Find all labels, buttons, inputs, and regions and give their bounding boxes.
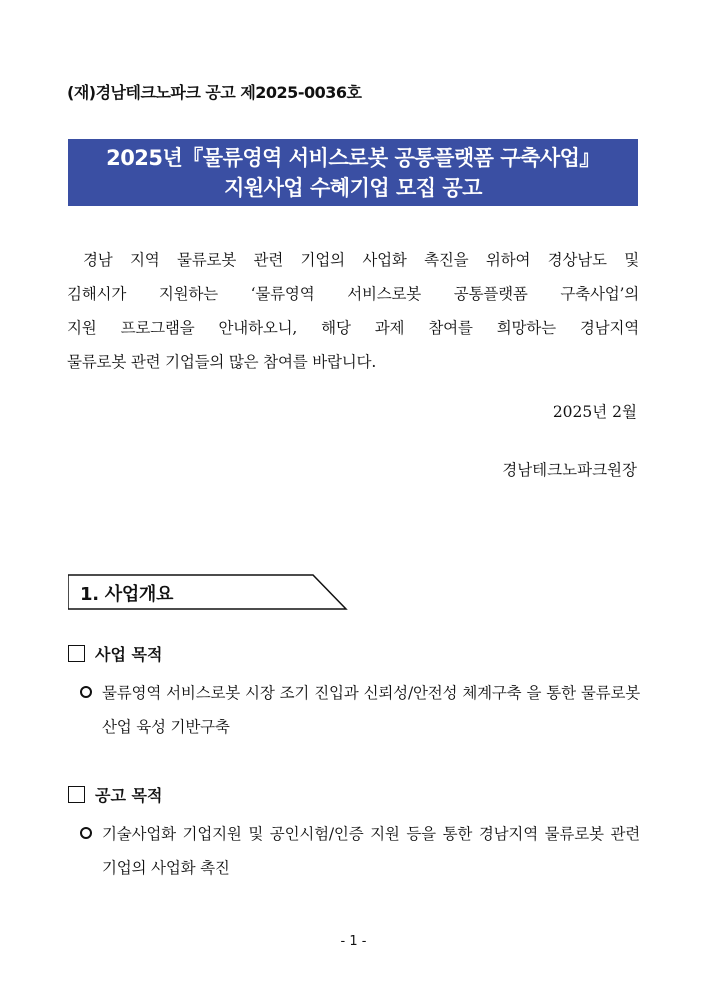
bullet-item — [80, 676, 640, 744]
issuer-name: 경남테크노파크원장 — [502, 461, 637, 479]
subheading-notice-purpose — [68, 783, 162, 806]
bullet-text: 기술사업화 기업지원 및 공인시험/인증 지원 등을 통한 경남지역 물류로봇 관련 기업의 사업화 촉진 — [102, 825, 640, 877]
intro-paragraph — [67, 243, 639, 379]
circle-bullet-icon — [80, 827, 92, 839]
section-1-title: 1. 사업개요 — [80, 584, 174, 605]
title-line-2: 지원사업 수혜기업 모집 공고 — [224, 175, 482, 200]
bullet-text: 물류영역 서비스로봇 시장 조기 진입과 신뢰성/안전성 체계구축 을 통한 물류로봇 산업 육성 기반구축 — [102, 684, 640, 736]
notice-number: (재)경남테크노파크 공고 제2025-0036호 — [67, 83, 362, 102]
bullet-item — [80, 817, 640, 885]
intro-line: 경남 지역 물류로봇 관련 기업의 사업화 촉진을 위하여 경상남도 및 — [83, 251, 639, 269]
page-number: - 1 - — [340, 934, 367, 949]
section-1-heading — [68, 574, 348, 610]
circle-bullet-icon — [80, 686, 92, 698]
title-banner — [68, 139, 638, 206]
notice-date: 2025년 2월 — [552, 403, 637, 421]
title-line-1: 2025년『물류영역 서비스로봇 공통플랫폼 구축사업』 — [106, 145, 600, 170]
intro-line: 지원 프로그램을 안내하오니, 해당 과제 참여를 희망하는 경남지역 — [67, 319, 639, 337]
intro-line: 김해시가 지원하는 ‘물류영역 서비스로봇 공통플랫폼 구축사업’의 — [67, 285, 639, 303]
square-bullet-icon — [68, 645, 85, 662]
intro-line: 물류로봇 관련 기업들의 많은 참여를 바랍니다. — [67, 353, 377, 371]
subheading-purpose — [68, 642, 162, 665]
subheading-label: 공고 목적 — [95, 786, 163, 805]
square-bullet-icon — [68, 786, 85, 803]
subheading-label: 사업 목적 — [95, 645, 163, 664]
